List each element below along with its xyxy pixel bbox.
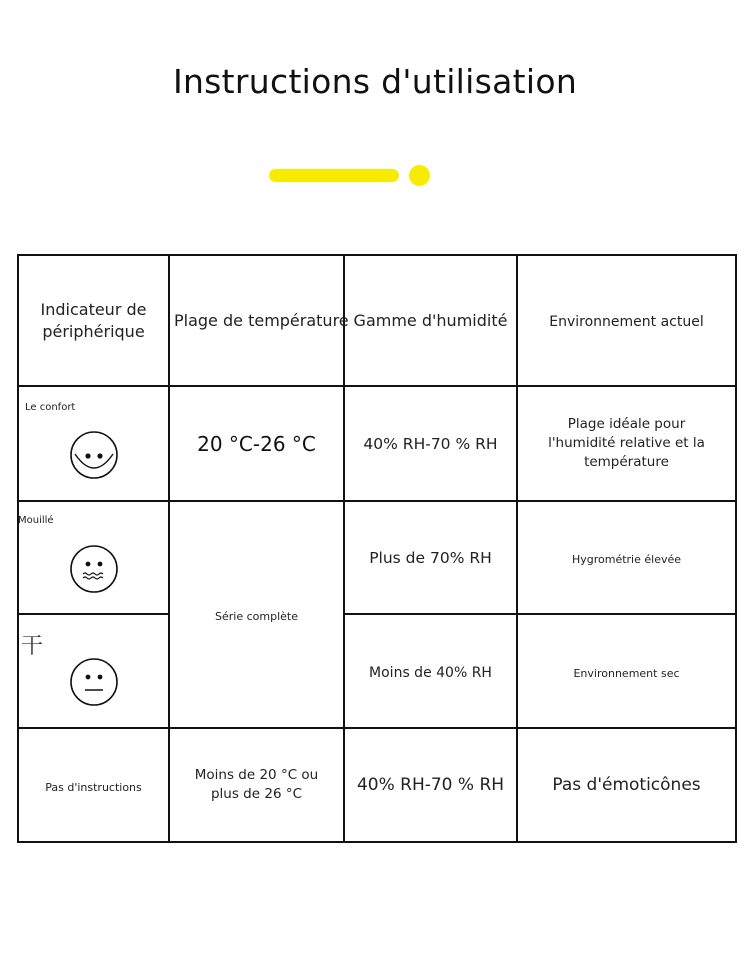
environment-cell [517,614,736,728]
humidity-value: Plus de 70% RH [369,549,492,567]
temperature-cell [169,386,344,501]
table-row [18,501,736,614]
environment-value: Hygrométrie élevée [571,553,682,566]
header-temperature: Plage de température [174,310,349,330]
humidity-value: 40% RH-70 % RH [356,775,505,795]
header-temperature-cell [169,255,349,386]
title-underline-dot [409,165,430,186]
indicator-cell [18,386,169,501]
indicator-label: Mouillé [18,515,54,526]
environment-value: Pas d'émoticônes [552,775,701,795]
humidity-cell [344,386,517,501]
smiley-comfort-icon [69,430,119,480]
face-neutral-dry-icon [69,657,119,707]
table-row [18,614,736,728]
table-header-row [18,255,736,386]
environment-value: Plage idéale pour l'humidité relative et la température [548,416,705,470]
humidity-value: 40% RH-70 % RH [363,435,498,453]
usage-table-container [17,254,735,841]
humidity-cell [344,728,517,842]
header-humidity-cell [344,255,517,386]
indicator-cell [18,728,169,842]
indicator-cell [18,501,169,614]
header-environment-cell [517,255,736,386]
header-environment: Environnement actuel [549,314,704,330]
environment-cell [517,728,736,842]
temperature-value: 20 °C-26 °C [197,431,316,456]
humidity-value: Moins de 40% RH [369,664,492,681]
temperature-value: Moins de 20 °C ou plus de 26 °C [194,767,319,802]
environment-cell [517,501,736,614]
indicator-label: Pas d'instructions [45,780,142,794]
temperature-value: Série complète [215,610,298,623]
page-title: Instructions d'utilisation [172,62,578,101]
temperature-cell-merged [169,501,344,728]
title-underline-bar [269,169,399,182]
humidity-cell [344,501,517,614]
usage-table [17,254,737,843]
header-indicator-cell [18,255,169,386]
table-row [18,386,736,501]
indicator-label: 干 [21,634,44,659]
temperature-cell [169,728,344,842]
header-indicator: Indicateur de périphérique [40,299,147,341]
face-wet-icon [69,544,119,594]
environment-cell [517,386,736,501]
indicator-cell [18,614,169,728]
environment-value: Environnement sec [573,666,680,680]
indicator-label: Le confort [25,402,76,413]
table-row [18,728,736,842]
header-humidity: Gamme d'humidité [353,310,508,330]
humidity-cell [344,614,517,728]
